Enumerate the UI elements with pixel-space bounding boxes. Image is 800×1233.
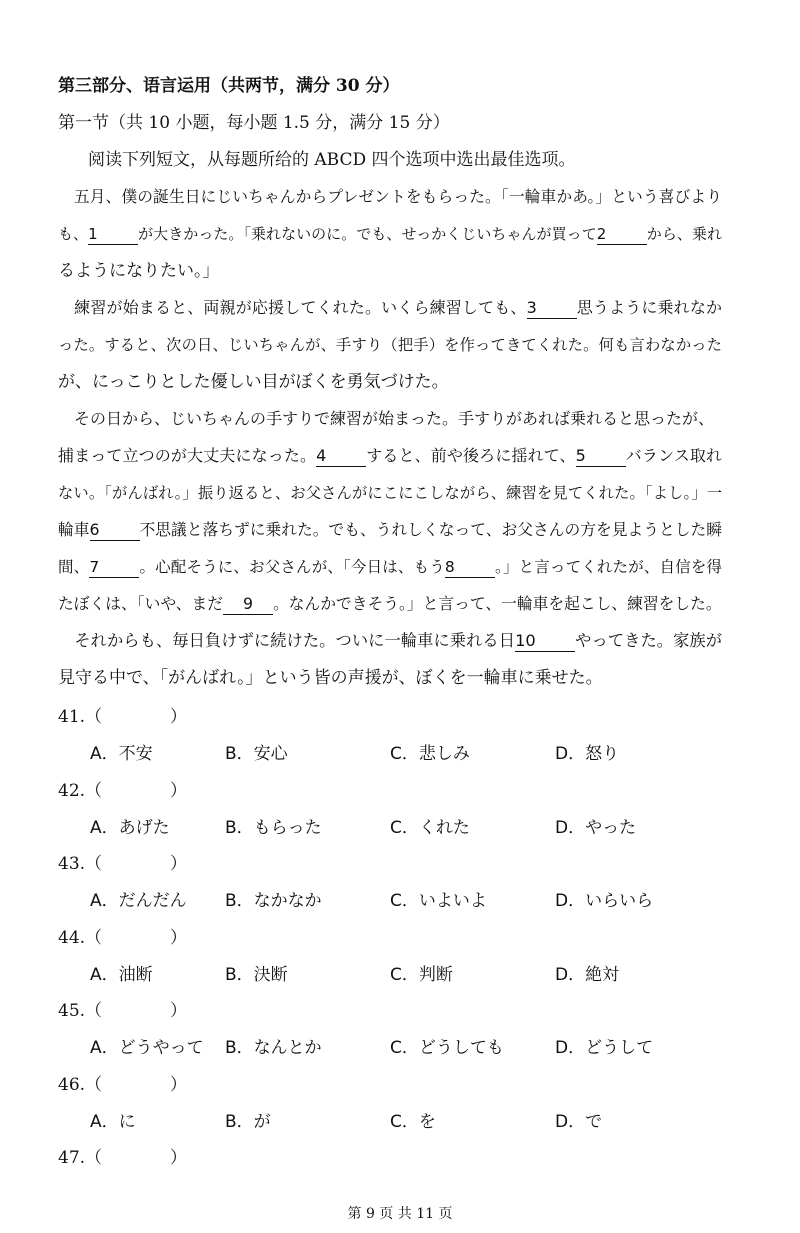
blank-10: 10: [515, 631, 575, 652]
passage-text: も、: [58, 225, 89, 243]
option-a[interactable]: A．油断: [90, 964, 153, 985]
instruction: 阅读下列短文，从每题所给的 ABCD 四个选项中选出最佳选项。: [88, 150, 576, 170]
passage-line: [58, 370, 722, 394]
passage-line: [58, 407, 722, 431]
passage-text: 思うように乗れなか: [576, 298, 722, 317]
passage-text: 五月、僕の誕生日にじいちゃんからプレゼントをもらった。「一輪車かあ。」という喜びより: [58, 187, 722, 206]
passage-text: 輪車: [58, 520, 90, 539]
option-d[interactable]: D．で: [555, 1111, 603, 1132]
option-b[interactable]: B．なんとか: [225, 1038, 322, 1058]
option-c[interactable]: C．を: [390, 1111, 436, 1132]
question-number: 46.（ ）: [58, 1074, 188, 1095]
option-a[interactable]: A．あげた: [90, 817, 170, 838]
option-d[interactable]: D．絶対: [555, 964, 620, 985]
blank-1: 1: [88, 224, 138, 245]
blank-3: 3: [527, 298, 577, 319]
passage-text: その日から、じいちゃんの手すりで練習が始まった。手すりがあれば乗れると思ったが、: [58, 409, 715, 428]
passage-line: [58, 222, 722, 246]
question-number: 44.（ ）: [58, 927, 188, 948]
option-c[interactable]: C．いよいよ: [390, 891, 487, 911]
passage-text: すると、前や後ろに揺れて、: [366, 446, 576, 465]
blank-5: 5: [576, 446, 626, 467]
option-d[interactable]: D．怒り: [555, 744, 620, 764]
passage-line: [58, 518, 722, 542]
option-d[interactable]: D．いらいら: [555, 891, 654, 911]
option-b[interactable]: B．安心: [225, 744, 288, 764]
option-a[interactable]: A．だんだん: [90, 891, 187, 911]
passage-text: ない。「がんばれ。」振り返ると、お父さんがにこにこしながら、練習を見てくれた。「よし。」一: [58, 484, 722, 502]
option-a[interactable]: A．どうやって: [90, 1038, 204, 1058]
option-c[interactable]: C．悲しみ: [390, 744, 470, 764]
passage-line: [58, 629, 722, 653]
option-b[interactable]: B．決断: [225, 964, 288, 985]
passage-text: 捕まって立つのが大丈夫になった。: [58, 446, 317, 465]
passage-line: [58, 185, 722, 209]
option-b[interactable]: B．なかなか: [225, 891, 322, 911]
passage-line: [58, 333, 722, 357]
passage-text: それからも、毎日負けずに続けた。ついに一輪車に乗れる日: [58, 631, 516, 650]
option-c[interactable]: C．くれた: [390, 817, 470, 838]
passage-text: 不思議と落ちずに乗れた。でも、うれしくなって、お父さんの方を見ようとした瞬: [139, 520, 723, 539]
part-title: 第三部分、语言运用（共两节，满分 30 分）: [58, 76, 400, 96]
passage-text: るようになりたい。」: [58, 261, 220, 281]
passage-text: 間、: [58, 558, 90, 576]
passage-line: [58, 592, 722, 616]
passage-text: 。なんかできそう。」と言って、一輪車を起こし、練習をした。: [273, 594, 722, 613]
passage-text: たぼくは、「いや、まだ: [58, 594, 224, 613]
option-d[interactable]: D．どうして: [555, 1038, 654, 1058]
question-number: 41.（ ）: [58, 707, 188, 727]
passage-text: バランス取れ: [625, 446, 722, 465]
passage-text: 。心配そうに、お父さんが、「今日は、もう: [139, 558, 445, 576]
passage-text: 練習が始まると、両親が応援してくれた。いくら練習しても、: [58, 298, 527, 317]
passage-text: 見守る中で、「がんばれ。」という皆の声援が、ぼくを一輪車に乗せた。: [58, 668, 603, 688]
passage-line: [58, 444, 722, 468]
blank-6: 6: [90, 520, 140, 541]
passage-text: が、にっこりとした優しい目がぼくを勇気づけた。: [58, 372, 449, 392]
passage-line: [58, 666, 722, 690]
option-b[interactable]: B．もらった: [225, 817, 322, 838]
question-number: 42.（ ）: [58, 780, 188, 801]
passage-text: から、乗れ: [646, 225, 722, 243]
passage-text: 。」と言ってくれたが、自信を得: [494, 558, 722, 576]
blank-7: 7: [89, 557, 139, 578]
option-a[interactable]: A．不安: [90, 744, 153, 764]
option-c[interactable]: C．判断: [390, 964, 453, 985]
question-number: 47.（ ）: [58, 1148, 188, 1168]
option-c[interactable]: C．どうしても: [390, 1038, 504, 1058]
question-number: 43.（ ）: [58, 854, 188, 874]
passage-text: が大きかった。「乗れないのに。でも、せっかくじいちゃんが買って: [138, 225, 597, 243]
option-a[interactable]: A．に: [90, 1111, 136, 1132]
passage-text: やってきた。家族が: [575, 631, 722, 650]
passage-line: [58, 296, 722, 320]
page-footer: 第 9 页 共 11 页: [347, 1206, 453, 1222]
question-number: 45.（ ）: [58, 1001, 188, 1021]
blank-8: 8: [445, 557, 495, 578]
passage-text: った。すると、次の日、じいちゃんが、手すり（把手）を作ってきてくれた。何も言わなかった: [58, 336, 722, 354]
passage-line: [58, 481, 722, 505]
option-d[interactable]: D．やった: [555, 817, 637, 838]
blank-9: 9: [223, 594, 273, 615]
passage-line: [58, 259, 722, 283]
passage-line: [58, 555, 722, 579]
option-b[interactable]: B．が: [225, 1111, 271, 1132]
blank-4: 4: [316, 446, 366, 467]
section-title: 第一节（共 10 小题，每小题 1.5 分，满分 15 分）: [58, 113, 450, 133]
blank-2: 2: [597, 224, 647, 245]
